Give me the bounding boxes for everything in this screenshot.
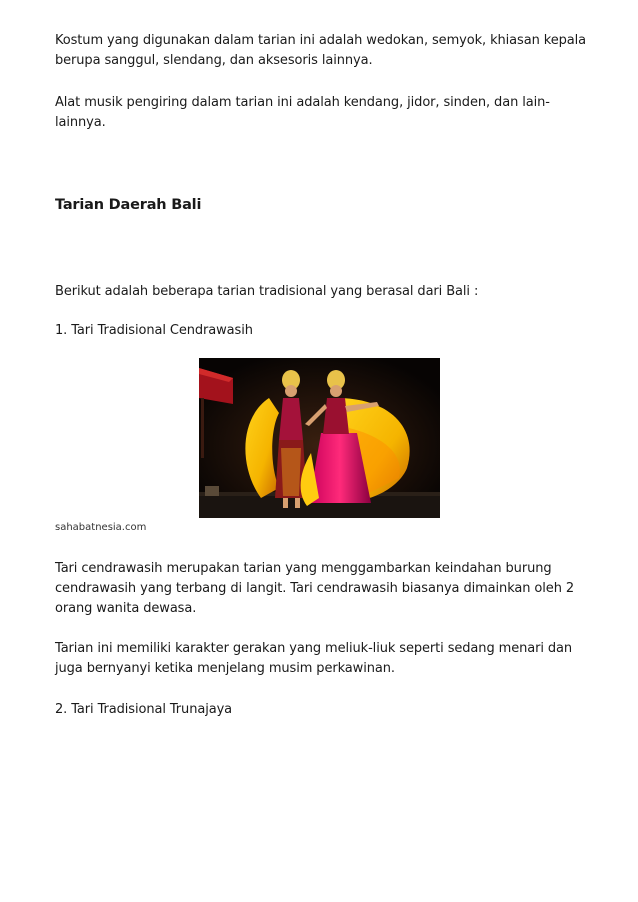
- section-heading: Tarian Daerah Bali: [55, 197, 202, 213]
- description-paragraph-1: Tari cendrawasih merupakan tarian yang menggambarkan keindahan burung cendrawasih yang terbang di langit. Tari cendrawasih biasanya dimainkan oleh 2 orang wanita dewasa.: [55, 561, 575, 616]
- intro-paragraph: Berikut adalah beberapa tarian tradisional yang berasal dari Bali :: [55, 284, 479, 299]
- costume-paragraph: Kostum yang digunakan dalam tarian ini adalah wedokan, semyok, khiasan kepala berupa sanggul, slendang, dan aksesoris lainnya.: [55, 33, 586, 68]
- list-item-cendrawasih: 1. Tari Tradisional Cendrawasih: [55, 323, 253, 338]
- cendrawasih-dance-photo: [199, 358, 440, 518]
- image-caption: sahabatnesia.com: [55, 522, 147, 533]
- list-item-trunajaya: 2. Tari Tradisional Trunajaya: [55, 702, 233, 717]
- music-paragraph: Alat musik pengiring dalam tarian ini adalah kendang, jidor, sinden, dan lain-lainnya.: [55, 95, 550, 130]
- description-paragraph-2: Tarian ini memiliki karakter gerakan yang meliuk-liuk seperti sedang menari dan juga bernyanyi ketika menjelang musim perkawinan.: [55, 641, 573, 676]
